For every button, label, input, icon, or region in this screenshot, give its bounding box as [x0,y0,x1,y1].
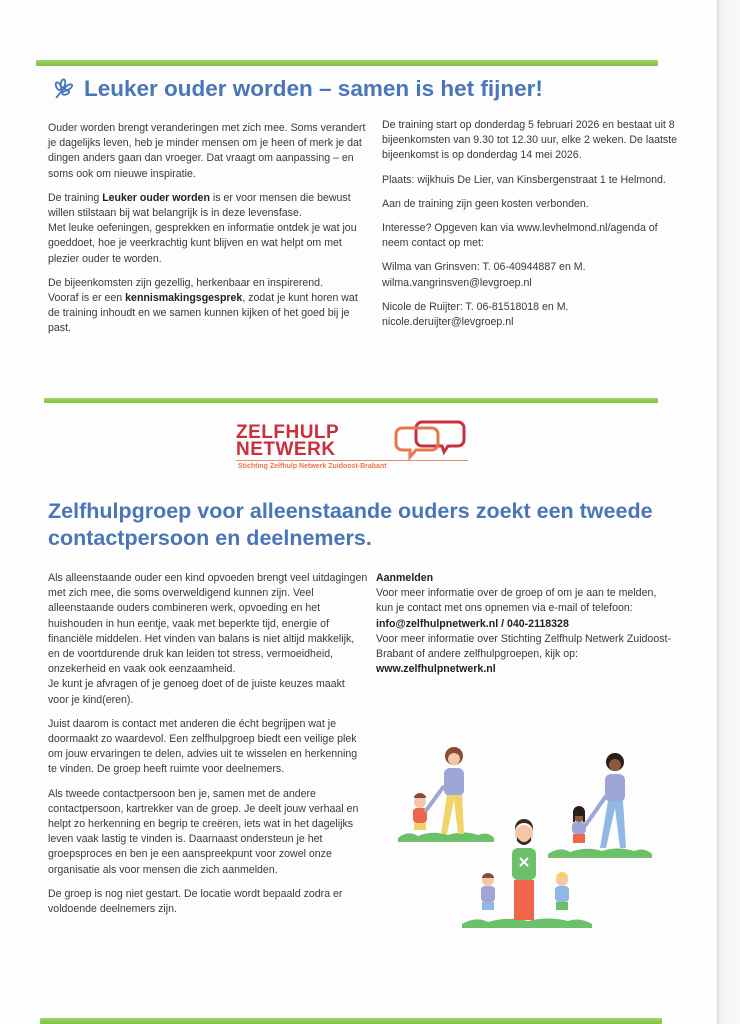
training-schedule: De training start op donderdag 5 februari 2026 en bestaat uit 8 bijeenkomsten van 9.30 tot 12.30 uur, elke 2 weken. De laatste bijeenkomst is op donderdag 14 mei 2026. [382,119,678,162]
signup-info: Interesse? Opgeven kan via www.levhelmond.nl/agenda of neem contact op met: [382,222,658,250]
article2-left-column [48,571,368,926]
website-link: www.zelfhulpnetwerk.nl [376,663,496,676]
divider-bottom [40,1018,662,1024]
article2-contact-role: Als tweede contactpersoon ben je, samen met de andere contactpersoon, kartrekker van de groep. Je deelt jouw verhaal en helpt zo herkenning en begrip te creëren, iets wat in het dagelijks leven vaak lastig te vinden is. Daarnaast ondersteun je het groepsproces en ben je een aanspreekpunt voor zowel onze organisatie als voor mensen die zich aanmelden. [48,787,359,876]
contact-wilma: Wilma van Grinsven: T. 06-40944887 en M. wilma.vangrinsven@levgroep.nl [382,261,586,289]
page-edge [717,0,740,1024]
article1-title-row [52,76,543,102]
article1-right-column [382,118,682,339]
divider-middle [44,398,658,403]
contact-nicole: Nicole de Ruijter: T. 06-81518018 en M. nicole.deruijter@levgroep.nl [382,300,569,329]
intake-term: kennismakingsgesprek [125,292,243,305]
article1-training-description: De training Leuker ouder worden is er voor mensen die bewust willen stilstaan bij wat belangrijk is in deze levensfase. Met leuke oefeningen, gesprekken en informatie ontdek je wat jou goeddoet, hoe je veerkrachtig kunt blijven en wat helpt om met plezier ouder te worden. [48,191,357,265]
article1-left-column [48,121,368,346]
article2-why-contact: Juist daarom is contact met anderen die écht begrijpen wat je doormaakt zo waardevol. Een zelfhulpgroep biedt een veilige plek om jouw ervaringen te delen, advies uit te wisselen en herkenning te vinden. De groep heeft ruimte voor deelnemers. [48,717,358,776]
training-costs: Aan de training zijn geen kosten verbonden. [382,197,589,210]
contact-email-phone: info@zelfhulpnetwerk.nl / 040-2118328 [376,617,569,630]
article2-right-column [376,571,676,686]
speech-bubbles-icon [392,418,470,460]
family-mother-daughter [548,753,652,858]
article2-title: Zelfhulpgroep voor alleenstaande ouders zoekt een tweede contactpersoon en deelnemers. [48,499,653,550]
logo-underline [236,460,468,461]
logo-subtitle: Stichting Zelfhulp Netwerk Zuidoost-Brabant [238,463,387,470]
logo-wordmark: ZELFHULP NETWERK [236,422,340,460]
article2-status: De groep is nog niet gestart. De locatie wordt bepaald zodra er voldoende deelnemers zijn. [48,887,343,916]
training-name: Leuker ouder worden [102,191,210,204]
zelfhulp-netwerk-logo [236,418,476,480]
signup-block: Aanmelden Voor meer informatie over de groep of om je aan te melden, kun je contact met ons opnemen via e-mail of telefoon: info@zelfhulpnetwerk.nl / 040-2118328 Voor meer informatie over Stichting Zelfhulp Netwerk Zuidoost-Brabant of andere zelfhulpgroepen, kijk op: www.zelfhulpnetwerk.nl [376,572,671,676]
article1-title: Leuker ouder worden – samen is het fijner! [84,76,543,101]
article1-meetings: De bijeenkomsten zijn gezellig, herkenbaar en inspirerend. Vooraf is er een kennismakingsgesprek, zodat je kunt horen wat de training inhoudt en we samen kunnen kijken of het goed bij je past. [48,276,358,335]
family-mother-son [398,747,494,842]
training-location: Plaats: wijkhuis De Lier, van Kinsbergenstraat 1 te Helmond. [382,173,666,186]
article1-intro: Ouder worden brengt veranderingen met zich mee. Soms verandert je dagelijks leven, heb je minder mensen om je heen of merk je dat dingen anders gaan dan vroeger. Dat vraagt om aanpassing – en soms ook om nieuwe inspiratie. [48,122,366,180]
article2-intro: Als alleenstaande ouder een kind opvoeden brengt veel uitdagingen met zich mee, die soms overweldigend kunnen zijn. Veel alleenstaande ouders combineren werk, opvoeding en het huishouden in hun eentje, vaak met beperkte tijd, energie of financiële middelen. Het vinden van balans is niet altijd makkelijk, en de voortdurende druk kan leiden tot stress, vermoeidheid, onzekerheid en vaak ook eenzaamheid. Je kunt je afvragen of je genoeg doet of de juiste keuzes maakt voor je kind(eren). [48,572,368,706]
leaf-icon [52,78,74,100]
families-walking-illustration [386,738,670,930]
signup-heading: Aanmelden [376,572,434,584]
divider-top [36,60,658,66]
